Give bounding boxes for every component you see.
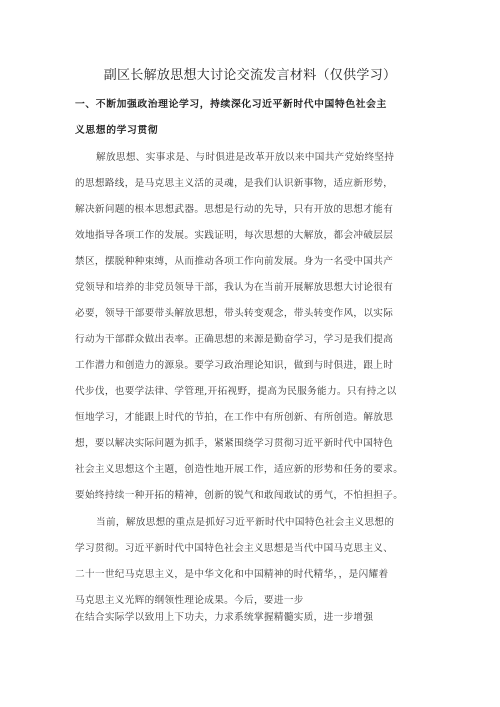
section-heading-line-1: 一、不断加强政治理论学习，持续深化习近平新时代中国特色社会主	[75, 99, 387, 110]
paragraph-2-line-4: 马克思主义光辉的纲领性理论成果。今后，要进一步	[75, 595, 304, 606]
paragraph-2-line-5: 在结合实际学以致用上下功夫，力求系统掌握精髓实质，进一步增强	[75, 612, 374, 623]
paragraph-1-line-8: 行动为干部群众做出表率。正确思想的来源是勤奋学习，学习是我们提高	[75, 334, 394, 345]
paragraph-1-line-1: 解放思想、实事求是、与时俱进是改革开放以来中国共产党始终坚持	[96, 152, 395, 163]
paragraph-2-line-3: 二十一世纪马克思主义，是中华文化和中国精神的时代精华，，是闪耀着	[75, 569, 389, 580]
paragraph-1-line-10: 代步伐，也要学法律、学管理,开拓视野，提高为民服务能力。只有持之以	[75, 386, 397, 397]
paragraph-1-line-6: 党领导和培养的非党员领导干部，我认为在当前开展解放思想大讨论很有	[75, 282, 394, 293]
paragraph-1-line-14: 要始终持续一种开拓的精神，创新的锐气和敢闯敢试的勇气，不怕担担子。	[75, 490, 404, 501]
section-heading-line-2: 义思想的学习贯彻	[75, 125, 159, 136]
paragraph-1-line-2: 的思想路线，是马克思主义活的灵魂，是我们认识新事物，适应新形势，	[75, 178, 394, 189]
paragraph-1-line-4: 效地指导各项工作的发展。实践证明，每次思想的大解放，都会冲破层层	[75, 230, 394, 241]
paragraph-1-line-5: 禁区，摆脱种种束缚，从而推动各项工作向前发展。身为一名受中国共产	[75, 256, 394, 267]
paragraph-2-line-1: 当前，解放思想的重点是抓好习近平新时代中国特色社会主义思想的	[96, 517, 395, 528]
paragraph-1-line-7: 必要，领导干部要带头解放思想，带头转变观念，带头转变作风，以实际	[75, 308, 394, 319]
paragraph-1-line-9: 工作潜力和创造力的源泉。要学习政治理论知识，做到与时俱进，跟上时	[75, 360, 394, 371]
paragraph-1-line-13: 社会主义思想这个主题，创造性地开展工作，适应新的形势和任务的要求。	[75, 464, 404, 475]
paragraph-2-line-2: 学习贯彻。习近平新时代中国特色社会主义思想是当代中国马克思主义、	[75, 543, 394, 554]
document-title: 副区长解放思想大讨论交流发言材料（仅供学习）	[103, 68, 397, 83]
paragraph-1-line-12: 想，要以解决实际问题为抓手，紧紧围绕学习贯彻习近平新时代中国特色	[75, 438, 394, 449]
paragraph-1-line-3: 解决新问题的根本思想武器。思想是行动的先导，只有开放的思想才能有	[75, 204, 394, 215]
paragraph-1-line-11: 恒地学习，才能跟上时代的节拍，在工作中有所创新、有所创造。解放思	[75, 412, 394, 423]
